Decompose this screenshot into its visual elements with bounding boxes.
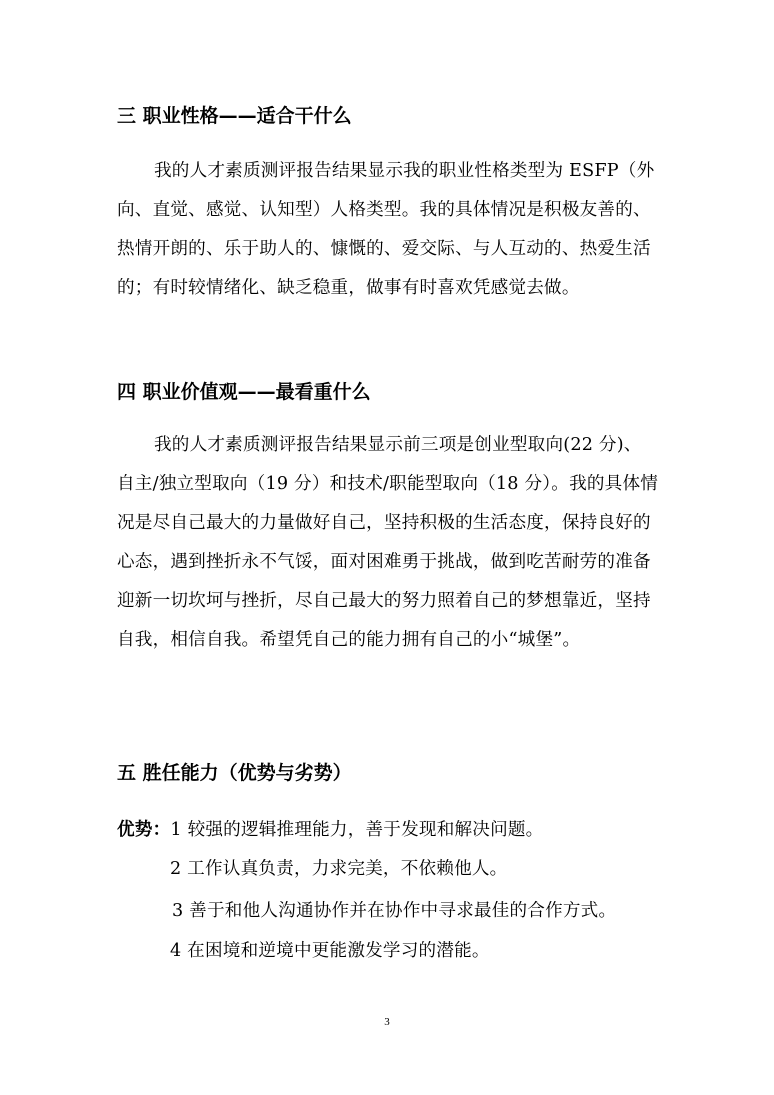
advantages-label: 优势： bbox=[117, 820, 171, 840]
paragraph-line: 况是尽自己最大的力量做好自己，坚持积极的生活态度，保持良好的 bbox=[117, 513, 651, 533]
section-heading-career-values: 四 职业价值观——最看重什么 bbox=[117, 381, 371, 403]
paragraph-career-personality bbox=[117, 152, 662, 308]
advantage-row-2 bbox=[170, 857, 507, 881]
section-heading-competency: 五 胜任能力（优势与劣势） bbox=[117, 762, 352, 784]
paragraph-line: 热情开朗的、乐于助人的、慷慨的、爱交际、与人互动的、热爱生活 bbox=[117, 239, 651, 259]
advantage-row-3 bbox=[172, 899, 616, 923]
paragraph-line: 自主/独立型取向（19 分）和技术/职能型取向（18 分）。我的具体情 bbox=[117, 474, 659, 494]
advantage-item: 3 善于和他人沟通协作并在协作中寻求最佳的合作方式。 bbox=[172, 901, 617, 921]
section-heading-career-personality: 三 职业性格——适合干什么 bbox=[117, 105, 352, 127]
paragraph-line: 我的人才素质测评报告结果显示我的职业性格类型为 ESFP（外 bbox=[154, 161, 655, 181]
paragraph-line: 自我，相信自我。希望凭自己的能力拥有自己的小“城堡”。 bbox=[117, 630, 581, 650]
advantage-item: 2 工作认真负责，力求完美，不依赖他人。 bbox=[170, 859, 508, 879]
advantage-item: 4 在困境和逆境中更能激发学习的潜能。 bbox=[170, 941, 490, 961]
paragraph-line: 的；有时较情绪化、缺乏稳重，做事有时喜欢凭感觉去做。 bbox=[117, 278, 580, 298]
advantage-row-4 bbox=[170, 939, 490, 963]
advantage-row-1 bbox=[117, 818, 543, 842]
paragraph-line: 我的人才素质测评报告结果显示前三项是创业型取向(22 分)、 bbox=[154, 435, 642, 455]
paragraph-line: 迎新一切坎坷与挫折，尽自己最大的努力照着自己的梦想靠近，坚持 bbox=[117, 591, 651, 611]
paragraph-career-values bbox=[117, 426, 662, 660]
page-number: 3 bbox=[384, 1016, 390, 1028]
advantage-item: 1 较强的逻辑推理能力，善于发现和解决问题。 bbox=[170, 820, 544, 840]
paragraph-line: 向、直觉、感觉、认知型）人格类型。我的具体情况是积极友善的、 bbox=[117, 200, 651, 220]
paragraph-line: 心态，遇到挫折永不气馁，面对困难勇于挑战，做到吃苦耐劳的准备 bbox=[117, 552, 651, 572]
